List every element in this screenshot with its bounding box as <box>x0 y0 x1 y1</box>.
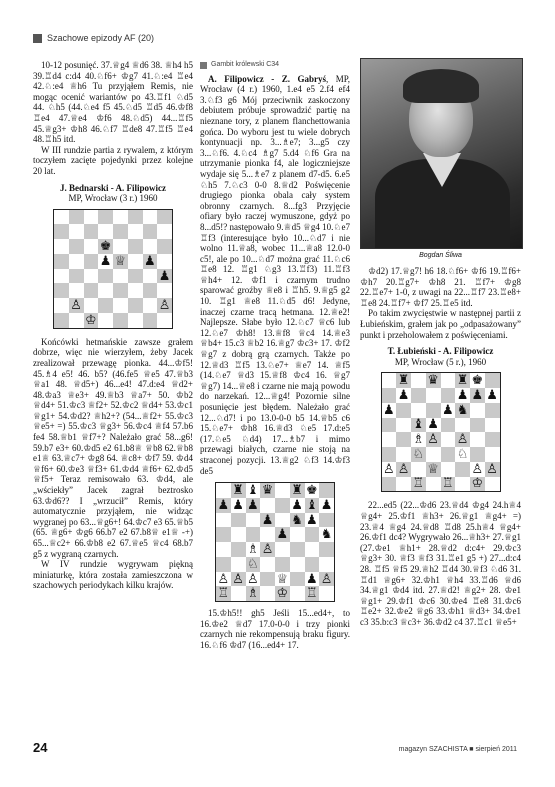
board-square <box>69 283 84 298</box>
board-square <box>382 447 397 462</box>
board-square <box>470 418 485 433</box>
board-square <box>305 527 320 542</box>
board-square <box>231 586 246 601</box>
board-square <box>69 254 84 269</box>
footer-magazine: magazyn SZACHISTA ■ sierpień 2011 <box>398 746 517 753</box>
board-square <box>231 542 246 557</box>
board-square <box>305 542 320 557</box>
board-square <box>411 388 426 403</box>
board-square <box>157 254 172 269</box>
board-square <box>411 373 426 388</box>
board-square <box>69 313 84 328</box>
board-square <box>98 269 113 284</box>
board-square <box>98 224 113 239</box>
board-square <box>275 498 290 513</box>
board-square: ♙ <box>158 298 171 314</box>
paragraph: W III rundzie partia z rywalem, z którym toczyłem zacięte pojedynki przez kolejne 20 lat. <box>33 144 193 176</box>
board-square <box>216 527 231 542</box>
board-square <box>260 527 275 542</box>
board-square: ♖ <box>217 586 230 602</box>
board-square <box>54 224 69 239</box>
board-square <box>143 298 158 313</box>
board-square <box>113 298 128 313</box>
board-square <box>260 572 275 587</box>
board-square <box>485 432 500 447</box>
board-square: ♚ <box>99 239 112 255</box>
board-square: ♗ <box>247 542 259 558</box>
board-square: ♙ <box>247 571 259 587</box>
board-square <box>426 388 441 403</box>
board-square <box>455 477 470 492</box>
board-square <box>128 239 143 254</box>
board-square: ♗ <box>247 586 259 602</box>
board-square: ♟ <box>232 497 244 513</box>
paragraph: W IV rundzie wygrywam piękną miniaturkę, która została zamieszczona w szachowych periodykach kilku krajów. <box>33 559 193 591</box>
game-subtitle: MP, Wrocław (5 r.), 1960 <box>394 356 487 367</box>
board-square <box>396 403 411 418</box>
board-square: ♝ <box>412 417 425 433</box>
board-square <box>157 210 172 225</box>
board-square <box>84 269 99 284</box>
board-square: ♙ <box>486 461 498 477</box>
board-square: ♞ <box>320 527 333 543</box>
board-square <box>441 373 456 388</box>
board-square: ♙ <box>261 542 274 558</box>
board-square: ♟ <box>99 253 112 269</box>
board-square <box>485 477 500 492</box>
opening-label: Gambit królewski C34 <box>200 60 350 71</box>
board-square <box>470 403 485 418</box>
board-square <box>441 432 456 447</box>
board-square: ♙ <box>471 461 484 477</box>
board-square <box>98 313 113 328</box>
board-square: ♜ <box>397 373 410 389</box>
board-square: ♟ <box>217 497 230 513</box>
board-square <box>382 418 397 433</box>
board-square: ♝ <box>247 483 259 499</box>
board-square: ♙ <box>217 571 230 587</box>
board-square: ♚ <box>471 373 484 389</box>
board-square <box>382 373 397 388</box>
board-square <box>319 542 334 557</box>
board-square <box>485 447 500 462</box>
board-square: ♔ <box>276 586 289 602</box>
board-square <box>426 403 441 418</box>
board-square <box>485 403 500 418</box>
board-square <box>128 298 143 313</box>
board-square: ♜ <box>232 483 244 499</box>
board-square <box>216 542 231 557</box>
board-square: ♕ <box>114 253 127 269</box>
board-square <box>319 513 334 528</box>
board-square <box>84 254 99 269</box>
board-square: ♟ <box>320 497 333 513</box>
board-square <box>231 513 246 528</box>
square-icon <box>200 62 207 69</box>
board-square: ♕ <box>276 571 289 587</box>
square-icon <box>33 34 42 43</box>
board-square: ♟ <box>471 387 484 403</box>
board-square <box>275 483 290 498</box>
board-square <box>216 483 231 498</box>
board-square <box>290 542 305 557</box>
board-square <box>455 462 470 477</box>
board-square <box>319 483 334 498</box>
board-square: ♟ <box>306 571 318 587</box>
board-square <box>143 269 158 284</box>
board-square <box>231 557 246 572</box>
board-square: ♞ <box>456 402 469 418</box>
board-square: ♟ <box>247 497 259 513</box>
board-square <box>98 210 113 225</box>
board-square <box>275 542 290 557</box>
board-square <box>260 498 275 513</box>
board-square <box>84 224 99 239</box>
board-square <box>485 373 500 388</box>
board-square <box>290 527 305 542</box>
section-title: Szachowe epizody AF (20) <box>47 33 155 43</box>
board-square: ♘ <box>412 446 425 462</box>
board-square <box>143 313 158 328</box>
board-square <box>275 557 290 572</box>
chess-board <box>381 372 501 492</box>
board-square: ♟ <box>261 512 274 528</box>
board-square <box>157 313 172 328</box>
board-square <box>69 269 84 284</box>
board-square <box>84 210 99 225</box>
board-square <box>319 586 334 601</box>
board-square <box>84 283 99 298</box>
paragraph: 22...ed5 (22...♔d6 23.♕d4 ♔g4 24.h♕4 ♕g4+ 25.♔f1 ♕h3+ 26.♕g1 ♕g4+ =) 23.♕4 ♕g4 24.♕d8 ♖d8 25.h♕4 ♕g4+ 26.♔f1 dc4? Wygrywało 26...♕h3+ 27.♕g1 (27.♔e1 ♕h1+ 28.♕d2 d:c4+ 29.♔c3 ♕g3+ 30. ♕f3 ♕f3 31.♖e1 g5 +) 27...d:c4 28. ♖f5 ♕f5 29.♕h2 ♖d4 30.♕f3 ♘d6 31. ♖d1 ♕g6+ 32.♔h1 ♕h4 33.♖d6 ♕d6 34.♕g1 ♔d4 itd. 27.♕d2! ♕g2+ 28. ♔e1 ♕g1+ 29.♔f1 ♔c6 30.♔e4 ♖e8 31.♔c6 ♖e2+ 32.♔e2 ♕g6 33.♔h1 ♕d3+ 34.♔e1 c3 35.b:c3 ♕c3+ 36.♔d2 c4 37.♖c1 ♕e5+ <box>360 500 521 627</box>
board-square <box>54 269 69 284</box>
board-square <box>113 283 128 298</box>
game-title: J. Bednarski - A. Filipowicz <box>59 182 166 193</box>
board-square: ♙ <box>320 571 333 587</box>
board-square <box>411 462 426 477</box>
paragraph: Po takim zwycięstwie w następnej partii z Łubieńskim, grałem jak po „odpasażowany” punkt i przeholowałem z poświęceniami. <box>360 308 521 340</box>
board-square: ♝ <box>306 497 318 513</box>
board-square <box>54 239 69 254</box>
paragraph: 10-12 posunięć. 37.♕g4 ♕d6 38. ♕h4 h5 39.♖d4 c:d4 40.♘f6+ ♔g7 41.♘:e4 ♖e4 42.♘:e4 ♕h6 Tu przyjąłem Remis, nie mogąc ocenić wariantów po 43.♖f1 ♘d5 44. ♘h5 (44.♘e4 f5 45.♘d5 ♖d5 46.♔f8 ♖e4 47.♕e4 ♔f6 48.♘d5) 44...♖f5 45.♕g3+ ♔h8 46.♘f7 ♖de8 47.♖f5 ♖e4 48.♖h5 itd. <box>33 60 193 145</box>
board-square: ♞ <box>291 512 303 528</box>
board-square <box>128 313 143 328</box>
board-square <box>157 283 172 298</box>
board-square <box>470 447 485 462</box>
board-square <box>54 298 69 313</box>
board-square: ♟ <box>306 512 318 528</box>
board-square <box>54 283 69 298</box>
board-square: ♟ <box>383 402 395 418</box>
paragraph: Końcówki hetmańskie zawsze grałem dobrze, więc nie wierzyłem, żeby Jacek zrealizował przewagę pionka. 44...♔f5! 45.♗4 e5! 46. b5? (46.fe5 ♕e5 47.♕b3 ♕a1 48. ♕d5+) 46...e4! 47.d:e4 ♕d2+ 48.♔a3 ♕e3+ 49.♕b3 ♕a7+ 50. ♔b2 ♕d4+ 51.♔c3 ♕f2+ 52.♔c2 ♕d4+ 53.♔c1 ♕g1+ 54.♔d2? ♕h2+? (54...♕f2+ 55.♔c3 ♕e5+ =) 55.♔c3 ♕g3+ 56.♔c4 ♕f4 57.b6 fe4 58.♕b1 ♕f7+? Należało grać 58...g6! 59.b7 e3+ 60.♔d5 e2 61.b8♕ ♕b8 62.♕b8 e1♕ 63.♕c7+ ♔g8 64. ♕c8+ ♔f7 59. ♔d4 ♕f6+ 60.♔e3 ♕f3+ 61.♔d4 ♕f6+ 62.♔d5 ♕f5+ Teraz remisowało 63. ♔d4, ale „wściekły” Jacek zagrał beztrosko 63.♔d6?? I „wrzucił” Remis, który automatycznie przyjąłem, nie widząc wygranej po 63...♕g6+! 64.♔c7 e3 65.♕b5 (65. ♕g6+ ♔g6 66.b7 e2 67.b8♕ e1♕ -+) 65...♕c2+ 66.♔b8 e2 67.♕e5 ♕c4 68.b7 g5 z wygraną czarnych. <box>33 336 193 559</box>
board-square: ♛ <box>261 483 274 499</box>
board-square: ♘ <box>247 556 259 572</box>
board-square <box>382 477 397 492</box>
board-square <box>143 210 158 225</box>
board-square: ♜ <box>456 373 469 389</box>
board-square <box>411 403 426 418</box>
board-square: ♟ <box>486 387 498 403</box>
right-column <box>360 266 521 627</box>
board-square <box>143 239 158 254</box>
game-title: T. Łubieński - A. Filipowicz <box>387 346 494 357</box>
board-square <box>290 572 305 587</box>
board-square <box>128 269 143 284</box>
board-square <box>441 462 456 477</box>
board-square <box>246 527 261 542</box>
board-square <box>396 432 411 447</box>
board-square <box>157 239 172 254</box>
left-column <box>33 60 193 591</box>
board-square: ♖ <box>412 476 425 492</box>
board-square <box>396 418 411 433</box>
board-square <box>290 557 305 572</box>
board-square: ♛ <box>427 373 439 389</box>
board-square <box>305 557 320 572</box>
board-square <box>113 224 128 239</box>
section-header <box>33 33 154 43</box>
board-square: ♟ <box>144 253 156 269</box>
board-square: ♕ <box>427 461 439 477</box>
board-square: ♟ <box>442 402 454 418</box>
board-square <box>470 432 485 447</box>
board-square <box>275 513 290 528</box>
board-square <box>143 283 158 298</box>
board-square <box>485 418 500 433</box>
board-square <box>128 224 143 239</box>
board-square <box>98 283 113 298</box>
paragraph: ♔d2) 17.♕g7! h6 18.♘f6+ ♔f6 19.♖f6+ ♔h7 20.♖g7+ ♔h8 21. ♖f7+ ♔g8 22.♖e7+ 1-0, z uwagi na 22...♖f7 23.♖e8+ ♖e8 24.♖f7+ ♔f7 25.♖e5 itd. <box>360 266 521 308</box>
board-square: ♟ <box>276 527 289 543</box>
board-square: ♔ <box>85 312 97 328</box>
board-square <box>54 210 69 225</box>
board-square <box>113 269 128 284</box>
board-square: ♖ <box>306 586 318 602</box>
board-square <box>382 388 397 403</box>
board-square <box>128 283 143 298</box>
board-square <box>216 557 231 572</box>
board-square <box>113 239 128 254</box>
board-square <box>54 313 69 328</box>
board-square: ♟ <box>397 387 410 403</box>
board-square: ♚ <box>306 483 318 499</box>
board-square <box>260 586 275 601</box>
board-square <box>441 447 456 462</box>
board-square <box>426 447 441 462</box>
board-square <box>128 254 143 269</box>
board-square <box>84 239 99 254</box>
game-title: A. Filipowicz - Z. Gabryś <box>208 73 326 84</box>
paragraph: A. Filipowicz - Z. Gabryś, MP, Wrocław (4 r.) 1960, 1.e4 e5 2.f4 ef4 3.♘f3 g6 Mój przeciwnik zaskoczony debiutem próbuje sprowadzić partię na nieznane tory, z planem flanchettowania gońca. Do wyboru jest tu wiele dobrych kontynuacji np. 3...♗e7; 3...g5 czy 3...♘f6. 4.♘c4 ♗g7 5.d4 ♘f6 Gra na utrzymanie pionka f4, ale logiczniejsze wydaje się 5...♗e7 z planem d7-d5. 6.e5 ♘h5 7.♘c3 0-0 8.♕d2 Poświęcenie drugiego pionka obala cały system obronny czarnych. 8...fg3 Przyjęcie ofiary było raczej wymuszone, gdyż po 8...d5!? następowało 9.♕d5 ♕g4 10.♘e7 ♖f3 (interesujące było 10...♘d7 i nie wolno 11.♕a8, wobec 11...♕a8 12.0-0 c5!, ale po 10...♘d7 można grać 11.♘c6 ♖e8 12. ♖g1 ♘g3 13.♖f3) 11.♖f3 ♕h4+ 12. ♔f1 i czarnym trudno sparować groźby ♕e8 i ♖h5. 9.♕g5 g2 10. ♖g1 ♕e8 11.♘d5 d6! Jedyne, inaczej czarne tracą hetmana. 12.♕e2! Najlepsze. Słabe było 12.♘c7 ♕c6 lub 12.♘e7 ♔h8! 13.♕f8 ♕c4 14.♕e3 ♕b4+ 15.c3 ♕b2 16.♕g7 ♔c3+ 17. ♔f2 ♕g7 z dobrą grą czarnych. Także po 12.♕d3 ♖f5 13.♘e7+ ♕e7 14. ♕f5 (14.♘e7 ♕d3 15.♕f8 ♔c4 16. ♕g7 ♕g7) 14...♕e8 i czarne nie mają powodu do narzekań. 12...♕g4! Pozornie silne posunięcie jest błędem. Należało grać 12...♘d7! i po 13.0-0-0 b5 14.♕b5 c6 15.♘e7+ ♔h8 16.♕d3 ♘e5 17.d:e5 (17.♘e5 ♘d4) 17...♗b7 i mimo przewagi białych, czarne nie stoją na straconej pozycji. 13.♕g2 ♘f3 14.♔f3 de5 <box>200 73 350 476</box>
board-square <box>246 513 261 528</box>
board-square: ♟ <box>291 497 303 513</box>
board-square <box>396 447 411 462</box>
board-square <box>441 418 456 433</box>
board-square: ♟ <box>158 268 171 284</box>
board-square <box>290 586 305 601</box>
page-number: 24 <box>33 740 48 755</box>
board-square <box>98 298 113 313</box>
board-square <box>157 224 172 239</box>
board-square: ♙ <box>397 461 410 477</box>
board-square: ♙ <box>232 571 244 587</box>
paragraph: 15.♔h5!! gh5 Jeśli 15...ed4+, to 16.♔e2 ♕d7 17.0-0-0 i trzy pionki czarnych nie rekompensują braku figury. 16.♘f6 ♔d7 (16...ed4+ 17. <box>200 608 350 650</box>
board-square: ♗ <box>412 432 425 448</box>
board-square: ♙ <box>70 298 82 314</box>
board-square <box>319 557 334 572</box>
board-square: ♔ <box>471 476 484 492</box>
board-square: ♖ <box>442 476 454 492</box>
portrait-photo <box>360 58 523 249</box>
board-square <box>441 388 456 403</box>
board-square: ♜ <box>291 483 303 499</box>
board-square <box>143 224 158 239</box>
board-square <box>54 254 69 269</box>
board-square: ♘ <box>456 446 469 462</box>
chess-board <box>53 209 173 329</box>
photo-caption: Bogdan Śliwa <box>419 252 462 259</box>
chess-board <box>215 482 335 602</box>
middle-column <box>200 60 350 651</box>
board-square <box>128 210 143 225</box>
board-square <box>69 210 84 225</box>
board-square: ♟ <box>456 387 469 403</box>
board-square: ♙ <box>383 461 395 477</box>
board-square <box>69 239 84 254</box>
board-square <box>426 477 441 492</box>
board-square <box>69 224 84 239</box>
board-square: ♙ <box>456 432 469 448</box>
board-square <box>382 432 397 447</box>
board-square <box>260 557 275 572</box>
board-square: ♟ <box>427 417 439 433</box>
board-square <box>216 513 231 528</box>
board-square <box>396 477 411 492</box>
board-square <box>84 298 99 313</box>
game-subtitle: MP, Wrocław (3 r.) 1960 <box>68 193 158 204</box>
board-square <box>113 210 128 225</box>
board-square <box>455 418 470 433</box>
board-square <box>231 527 246 542</box>
board-square: ♙ <box>427 432 439 448</box>
board-square <box>113 313 128 328</box>
